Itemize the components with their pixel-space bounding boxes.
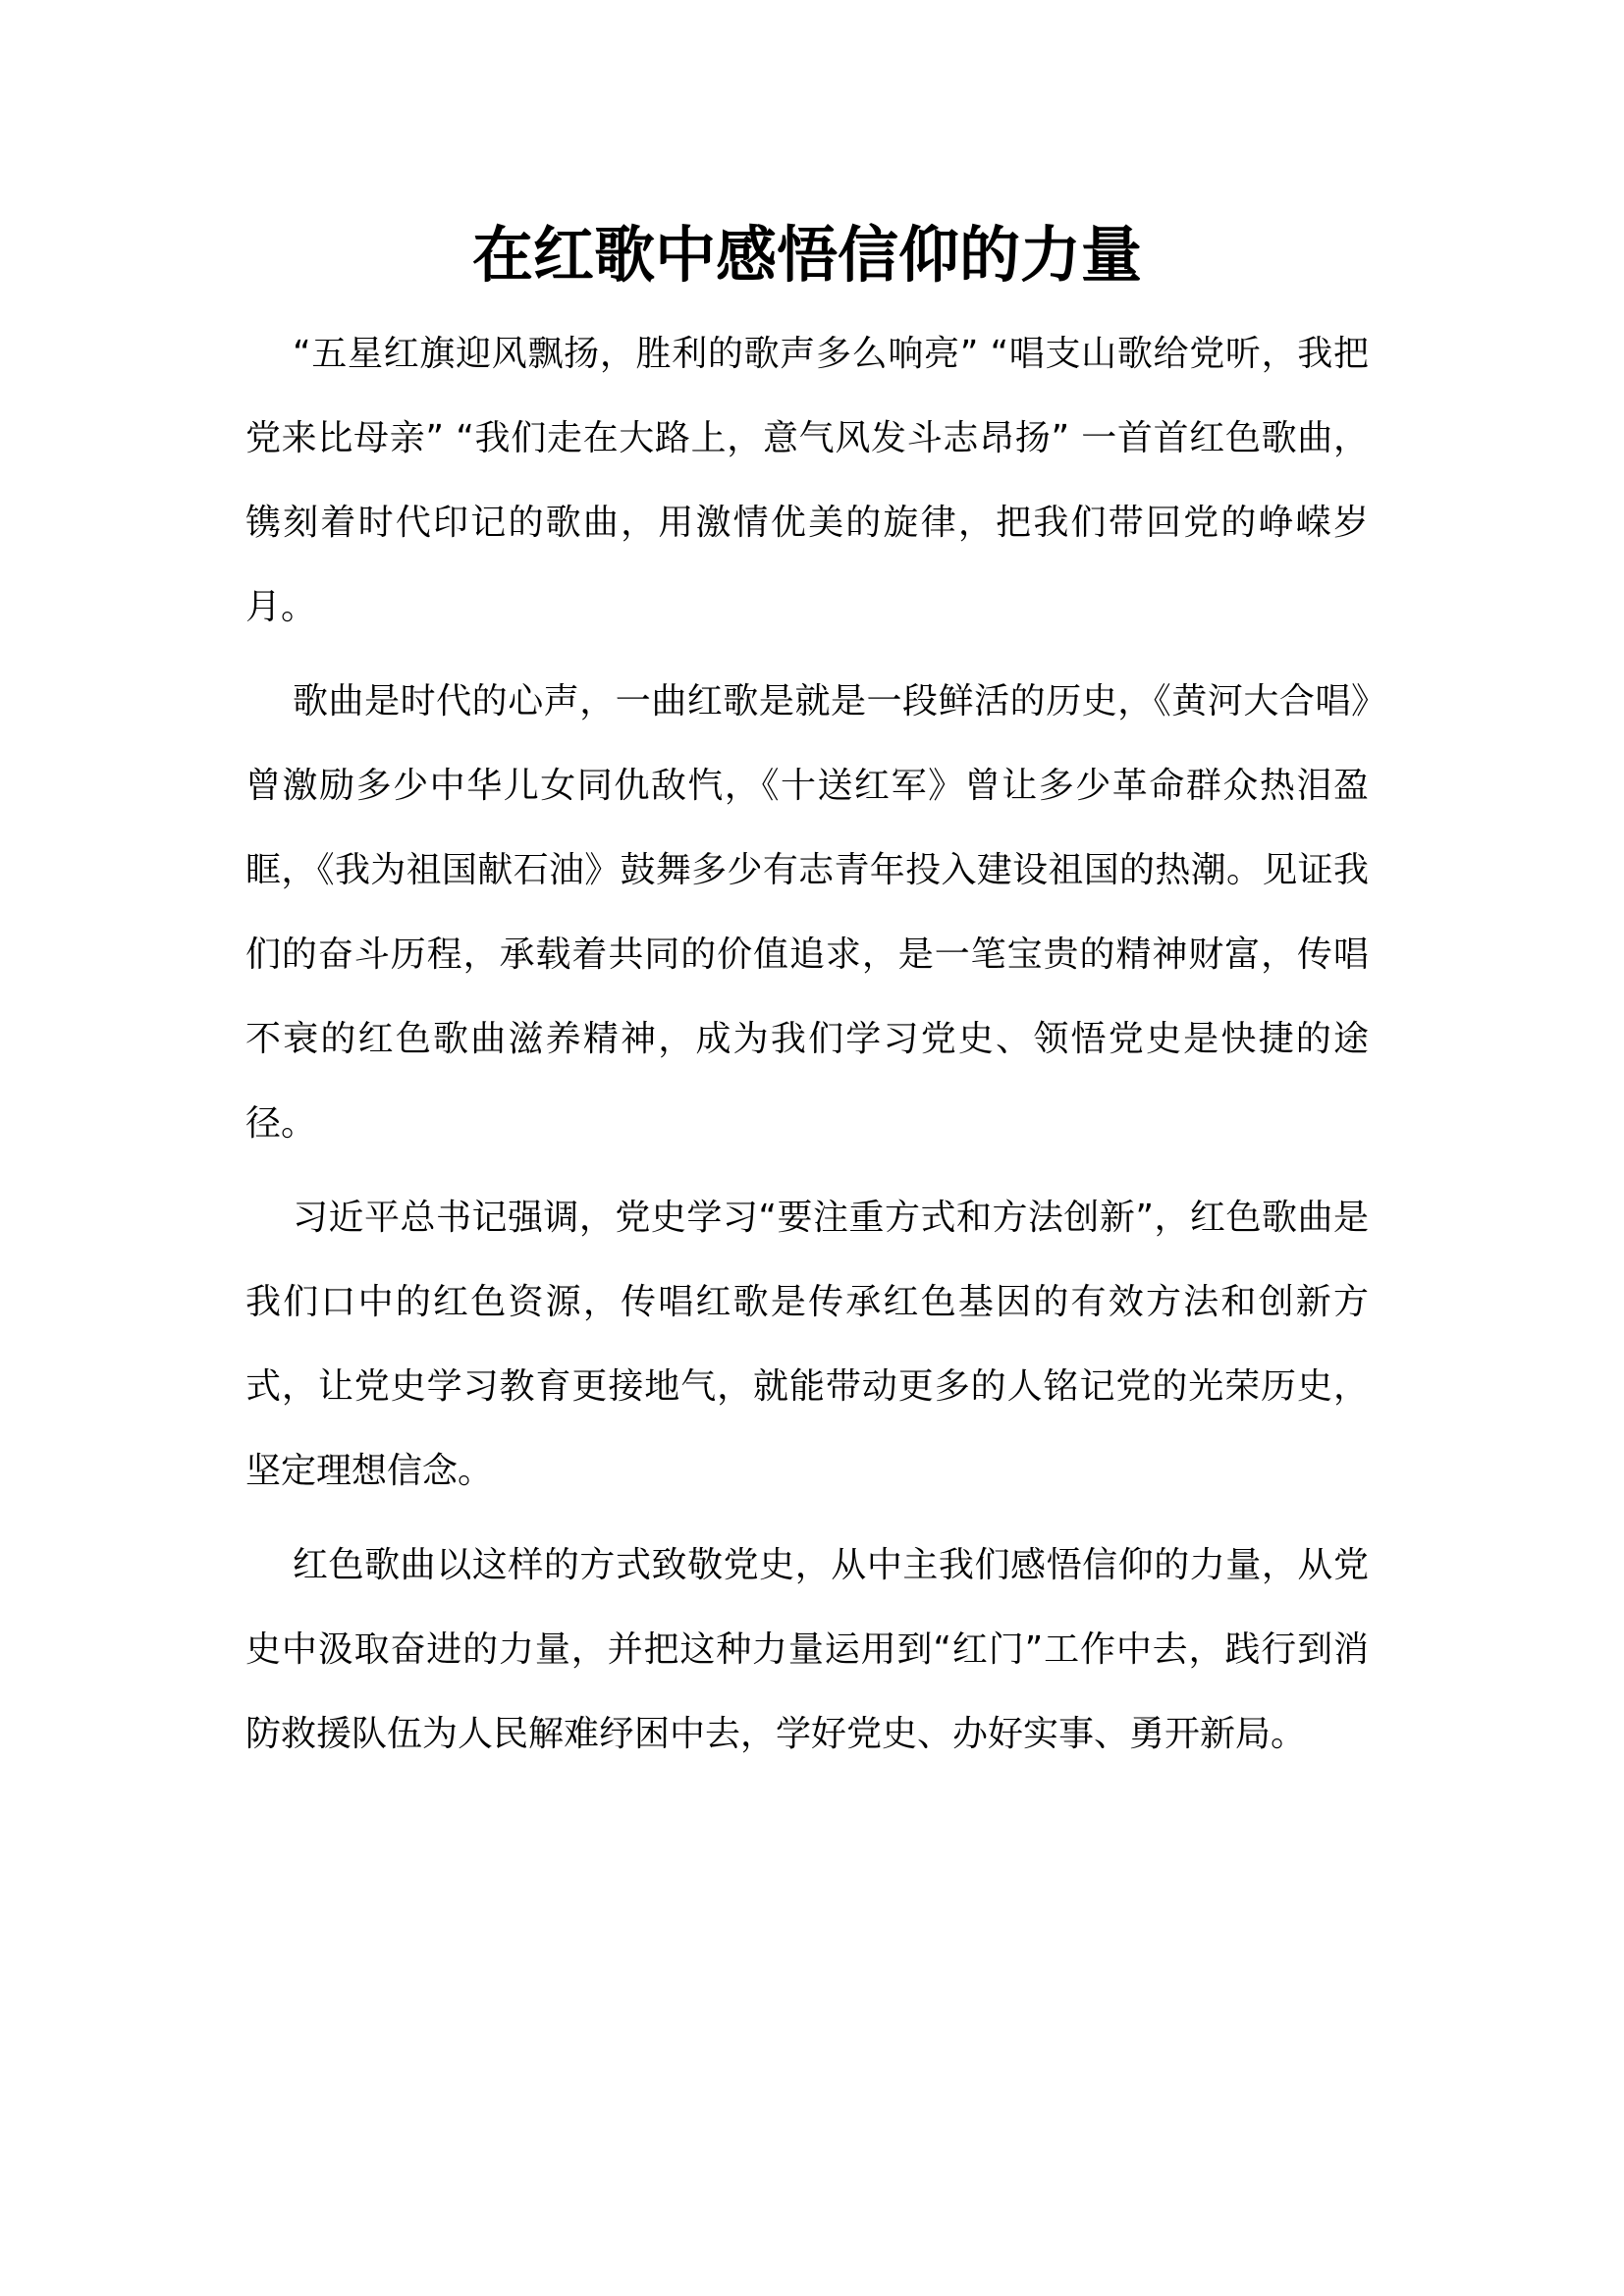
document-body <box>245 312 1369 1787</box>
paragraph-2: 歌曲是时代的心声，一曲红歌是就是一段鲜活的历史，《黄河大合唱》曾激励多少中华儿女同仇敌忾，《十送红军》曾让多少革命群众热泪盈眶，《我为祖国献石油》鼓舞多少有志青年投入建设祖国的热潮。见证我们的奋斗历程，承载着共同的价值追求，是一笔宝贵的精神财富，传唱不衰的红色歌曲滋养精神，成为我们学习党史、领悟党史是快捷的途径。 <box>245 681 1369 1144</box>
paragraph-3: 习近平总书记强调，党史学习“要注重方式和方法创新”，红色歌曲是我们口中的红色资源，传唱红歌是传承红色基因的有效方法和创新方式，让党史学习教育更接地气，就能带动更多的人铭记党的光荣历史，坚定理想信念。 <box>245 1198 1369 1491</box>
paragraph-4: 红色歌曲以这样的方式致敬党史，从中主我们感悟信仰的力量，从党史中汲取奋进的力量，并把这种力量运用到“红门”工作中去，践行到消防救援队伍为人民解难纾困中去，学好党史、办好实事、勇开新局。 <box>245 1545 1369 1754</box>
document-title: 在红歌中感悟信仰的力量 <box>471 219 1142 291</box>
paragraph-1: “五星红旗迎风飘扬，胜利的歌声多么响亮” “唱支山歌给党听，我把党来比母亲” “我们走在大路上，意气风发斗志昂扬” 一首首红色歌曲，镌刻着时代印记的歌曲，用激情优美的旋律，把我们带回党的峥嵘岁月。 <box>245 334 1369 627</box>
